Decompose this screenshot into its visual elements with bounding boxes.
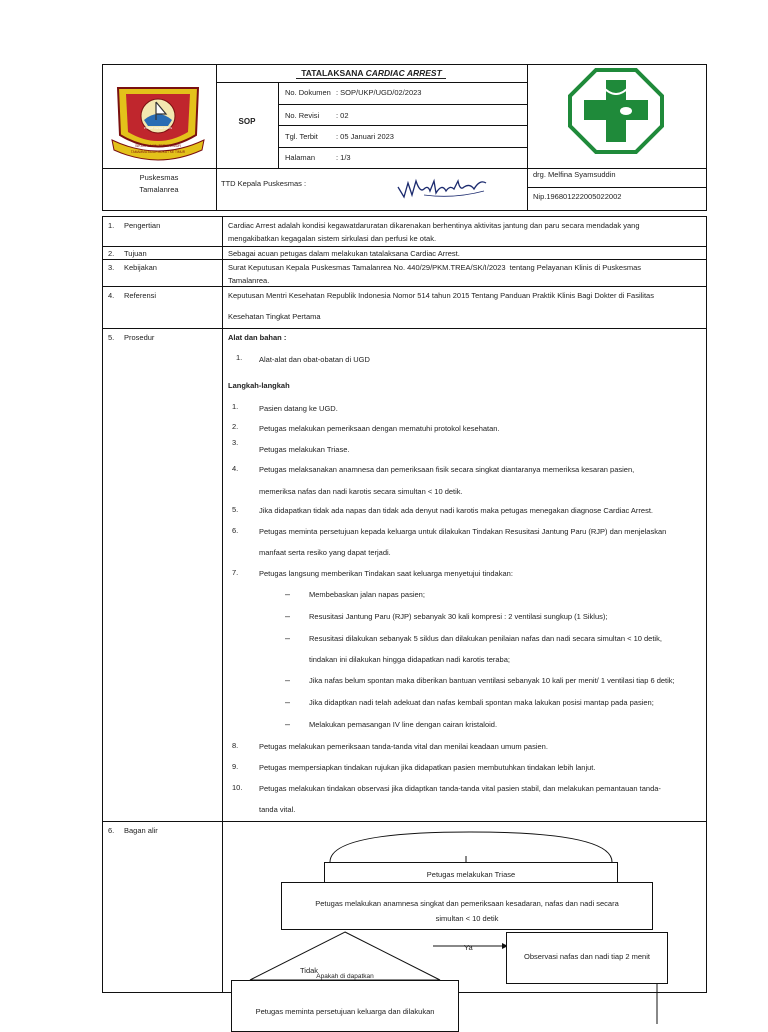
step-number: 6. (232, 526, 239, 535)
row-number: 5. (108, 333, 115, 342)
step-number: 2. (232, 422, 239, 431)
substep-dash: – (285, 719, 291, 729)
step-text: Pasien datang ke UGD. (259, 404, 338, 413)
substep-text-2: tindakan ini dilakukan hingga didapatkan nadi karotis teraba; (309, 655, 510, 664)
kebijakan-text-2: Tamalanrea. (228, 276, 270, 285)
referensi-text-2: Kesehatan Tingkat Pertama (228, 312, 321, 321)
step-number: 7. (232, 568, 239, 577)
flow-box-persetujuan-label: Petugas meminta persetujuan keluarga dan dilakukan (255, 1007, 435, 1016)
row-number: 1. (108, 221, 115, 230)
substep-text: Jika nafas belum spontan maka diberikan bantuan ventilasi sebanyak 10 kali per menit/ 1 ventilasi tiap 6 detik; (309, 676, 675, 685)
flow-box-triase-label: Petugas melakukan Triase (426, 870, 516, 879)
logo-ribbon-text: SIKOLI LAKIN TERMAKMUR (135, 144, 181, 148)
flow-box-observasi-label: Observasi nafas dan nadi tiap 2 menit (524, 952, 650, 961)
step-text: Petugas melakukan pemeriksaan dengan mematuhi protokol kesehatan. (259, 424, 500, 433)
flow-box-anamnesa-label-2: simultan < 10 detik (435, 914, 499, 923)
sop-label: SOP (238, 117, 256, 126)
substep-dash: – (285, 633, 291, 643)
step-text: Petugas melakukan tindakan observasi jika didaptkan tanda-tanda vital pasien stabil, dan melakukan pemantauan tanda- (259, 784, 661, 793)
substep-text: Membebaskan jalan napas pasien; (309, 590, 425, 599)
tujuan-text: Sebagai acuan petugas dalam melakukan tatalaksana Cardiac Arrest. (228, 249, 460, 258)
step-text: Petugas melaksanakan anamnesa dan pemeriksaan fisik secara singkat diantaranya memeriksa kesaran pasien, (259, 465, 635, 474)
kebijakan-text: Surat Keputusan Kepala Puskesmas Tamalanrea No. 440/29/PKM.TREA/SK/I/2023 tentang Pelayanan Klinis di Puskesmas (228, 263, 642, 272)
row-label-tujuan: Tujuan (124, 249, 147, 258)
substep-dash: – (285, 611, 291, 621)
flow-label-tidak: Tidak (300, 966, 319, 975)
logo-inner-text: PUSAT KESEHATAN (143, 126, 173, 130)
pengertian-text-2: mengakibatkan kegagalan sistem sirkulasi dan perfusi ke otak. (228, 234, 437, 243)
step-text: Petugas langsung memberikan Tindakan saat keluarga menyetujui tindakan: (259, 569, 513, 578)
org-name-line1: Puskesmas (139, 173, 179, 182)
langkah-heading: Langkah-langkah (228, 381, 290, 390)
step-text: Petugas meminta persetujuan kepada keluarga untuk dilakukan Tindakan Resusitasi Jantung Paru (RJP) dan menjelaskan (259, 527, 667, 536)
field-no-revisi-label: No. Revisi (285, 111, 320, 120)
flow-label-ya: Ya (464, 943, 473, 952)
field-no-revisi-value: : 02 (336, 111, 349, 120)
ttd-label: TTD Kepala Puskesmas : (221, 179, 307, 188)
row-label-bagan: Bagan alir (124, 826, 158, 835)
row-number: 2. (108, 249, 115, 258)
substep-text: Melakukan pemasangan IV line dengan cairan kristaloid. (309, 720, 498, 729)
document-title-italic: CARDIAC ARREST (365, 68, 442, 78)
flow-box-persetujuan (231, 980, 459, 1032)
step-text: Jika didapatkan tidak ada napas dan tidak ada denyut nadi karotis maka petugas menegakan diagnose Cardiac Arrest. (259, 506, 654, 515)
org-name-line2: Tamalanrea (139, 185, 179, 194)
step-text: Petugas mempersiapkan tindakan rujukan jika didapatkan pasien membutuhkan tindakan lebih lanjut. (259, 763, 596, 772)
row-number: 3. (108, 263, 115, 272)
row-number: 6. (108, 826, 115, 835)
step-text-2: manfaat serta resiko yang dapat terjadi. (259, 548, 391, 557)
row-label-prosedur: Prosedur (124, 333, 155, 342)
alat-number: 1. (236, 353, 243, 362)
field-tgl-terbit-label: Tgl. Terbit (285, 132, 318, 141)
step-number: 4. (232, 464, 239, 473)
substep-dash: – (285, 675, 291, 685)
logo-ribbon-text-2: TAMAMMA BIDAH BUKUT KE TIMUR (130, 150, 186, 154)
substep-text: Resusitasi Jantung Paru (RJP) sebanyak 30 kali kompresi : 2 ventilasi sungkup (1 Siklus); (309, 612, 608, 621)
step-text: Petugas melakukan pemeriksaan tanda-tanda vital dan menilai keadaan umum pasien. (259, 742, 548, 751)
alat-item: Alat-alat dan obat-obatan di UGD (259, 355, 370, 364)
row-label-pengertian: Pengertian (124, 221, 161, 230)
row-label-referensi: Referensi (124, 291, 157, 300)
substep-text: Jika didaptkan nadi telah adekuat dan nafas kembali spontan maka lakukan posisi mantap pada pasien; (309, 698, 654, 707)
row-number: 4. (108, 291, 115, 300)
substep-text: Resusitasi dilakukan sebanyak 5 siklus dan dilakukan penilaian nafas dan nadi secara simultan < 10 detik, (309, 634, 662, 643)
field-tgl-terbit-value: : 05 Januari 2023 (336, 132, 394, 141)
flow-box-anamnesa-label: Petugas melakukan anamnesa singkat dan pemeriksaan kesadaran, nafas dan nadi secara (315, 899, 619, 908)
referensi-text: Keputusan Mentri Kesehatan Republik Indonesia Nomor 514 tahun 2015 Tentang Panduan Praktik Klinis Bagi Dokter di Fasilitas (228, 291, 654, 300)
doctor-name: drg. Melfina Syamsuddin (533, 170, 616, 179)
step-number: 3. (232, 438, 239, 447)
step-number: 9. (232, 762, 239, 771)
field-no-dokumen-value: : SOP/UKP/UGD/02/2023 (336, 88, 422, 97)
row-label-kebijakan: Kebijakan (124, 263, 157, 272)
flow-diamond-text: Apakah di dapatkan (316, 973, 374, 980)
step-number: 1. (232, 402, 239, 411)
substep-dash: – (285, 697, 291, 707)
substep-dash: – (285, 589, 291, 599)
alat-heading: Alat dan bahan : (228, 333, 287, 342)
field-halaman-label: Halaman (285, 153, 316, 162)
field-no-dokumen-label: No. Dokumen (285, 88, 331, 97)
field-halaman-value: : 1/3 (336, 153, 351, 162)
step-text-2: memeriksa nafas dan nadi karotis secara simultan < 10 detik. (259, 487, 463, 496)
step-number: 8. (232, 741, 239, 750)
step-text-2: tanda vital. (259, 805, 296, 814)
document-title-plain: TATALAKSANA (301, 68, 366, 78)
step-text: Petugas melakukan Triase. (259, 445, 350, 454)
step-number: 10. (232, 783, 243, 792)
pengertian-text: Cardiac Arrest adalah kondisi kegawatdaruratan dikarenakan berhentinya aktivitas jantung dan paru secara mendadak yang (228, 221, 640, 230)
step-number: 5. (232, 505, 239, 514)
doctor-nip: Nip.196801222005022002 (533, 192, 622, 201)
